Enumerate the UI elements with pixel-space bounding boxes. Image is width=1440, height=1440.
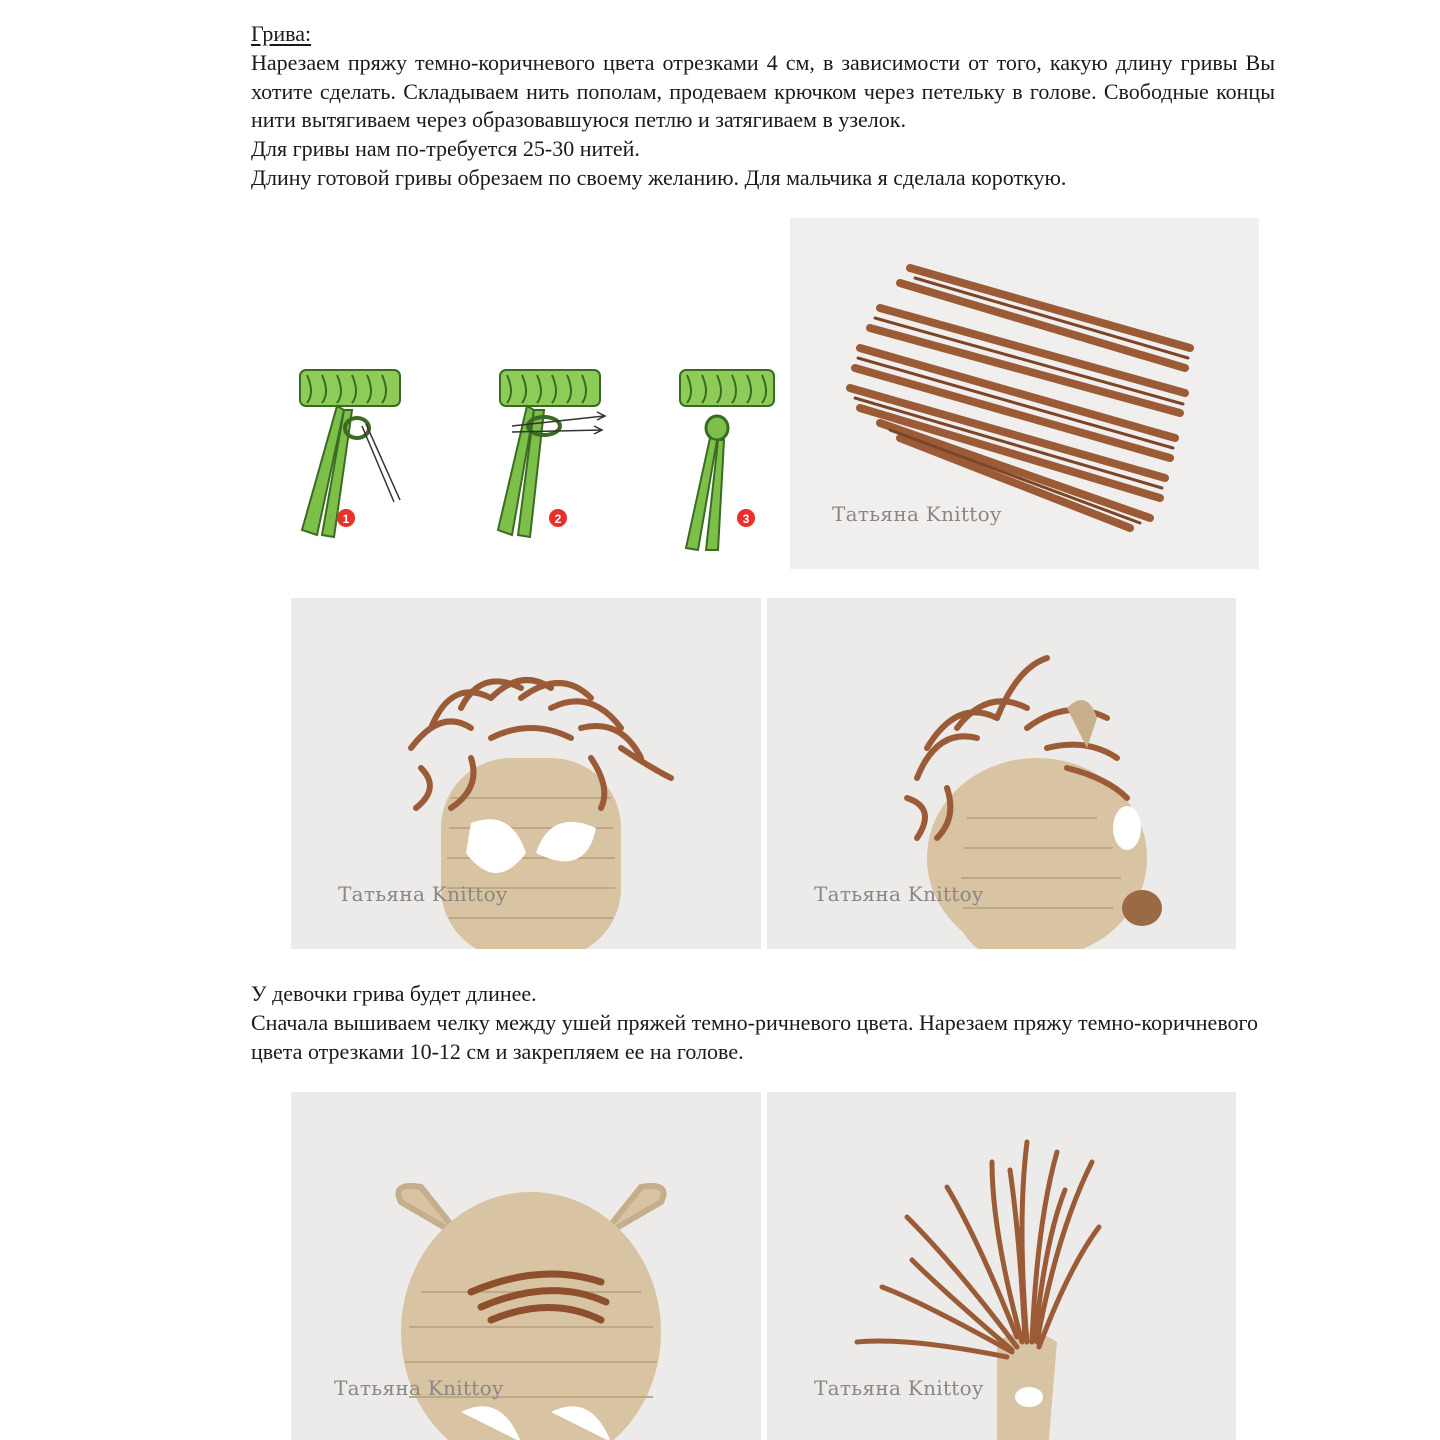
section-girl-mane-text [251, 980, 1275, 1066]
step-label-1: 1 [342, 512, 350, 526]
photo-girl-bangs [291, 1092, 761, 1440]
paragraph-girl-intro: У девочки грива будет длинее. [251, 981, 537, 1006]
paragraph-thread-count: Для гривы нам по-требуется 25-30 нитей. [251, 136, 640, 162]
watermark: Татьяна Knittoy [814, 882, 984, 906]
fringe-diagram-svg [262, 330, 782, 558]
photo-cut-yarn [790, 218, 1259, 569]
section-mane-text [251, 20, 1275, 193]
watermark: Татьяна Knittoy [334, 1376, 504, 1400]
photo-boy-mane-front [291, 598, 761, 949]
paragraph-instructions: Нарезаем пряжу темно-коричневого цвета отрезками 4 см, в зависимости от того, какую длину гривы Вы хотите сделать. Складываем нить пополам, продеваем крючком через петельку в голове. Свободные концы нити вытягиваем через образовавшуюся петлю и затягиваем в узелок. [251, 49, 1275, 133]
photo-girl-long-mane [767, 1092, 1236, 1440]
step-label-2: 2 [554, 512, 562, 526]
watermark: Татьяна Knittoy [832, 502, 1002, 526]
step-label-3: 3 [742, 512, 750, 526]
watermark: Татьяна Knittoy [814, 1376, 984, 1400]
watermark: Татьяна Knittoy [338, 882, 508, 906]
diagram-step-3 [680, 370, 774, 550]
photo-boy-mane-side [767, 598, 1236, 949]
section-heading: Грива: [251, 21, 312, 46]
paragraph-girl-instructions: Сначала вышиваем челку между ушей пряжей темно-ричневого цвета. Нарезаем пряжу темно-коричневого цвета отрезками 10-12 см и закрепляем ее на голове. [251, 1009, 1259, 1064]
fringe-diagram [262, 330, 782, 558]
paragraph-trim: Длину готовой гривы обрезаем по своему желанию. Для мальчика я сделала короткую. [251, 164, 1067, 190]
